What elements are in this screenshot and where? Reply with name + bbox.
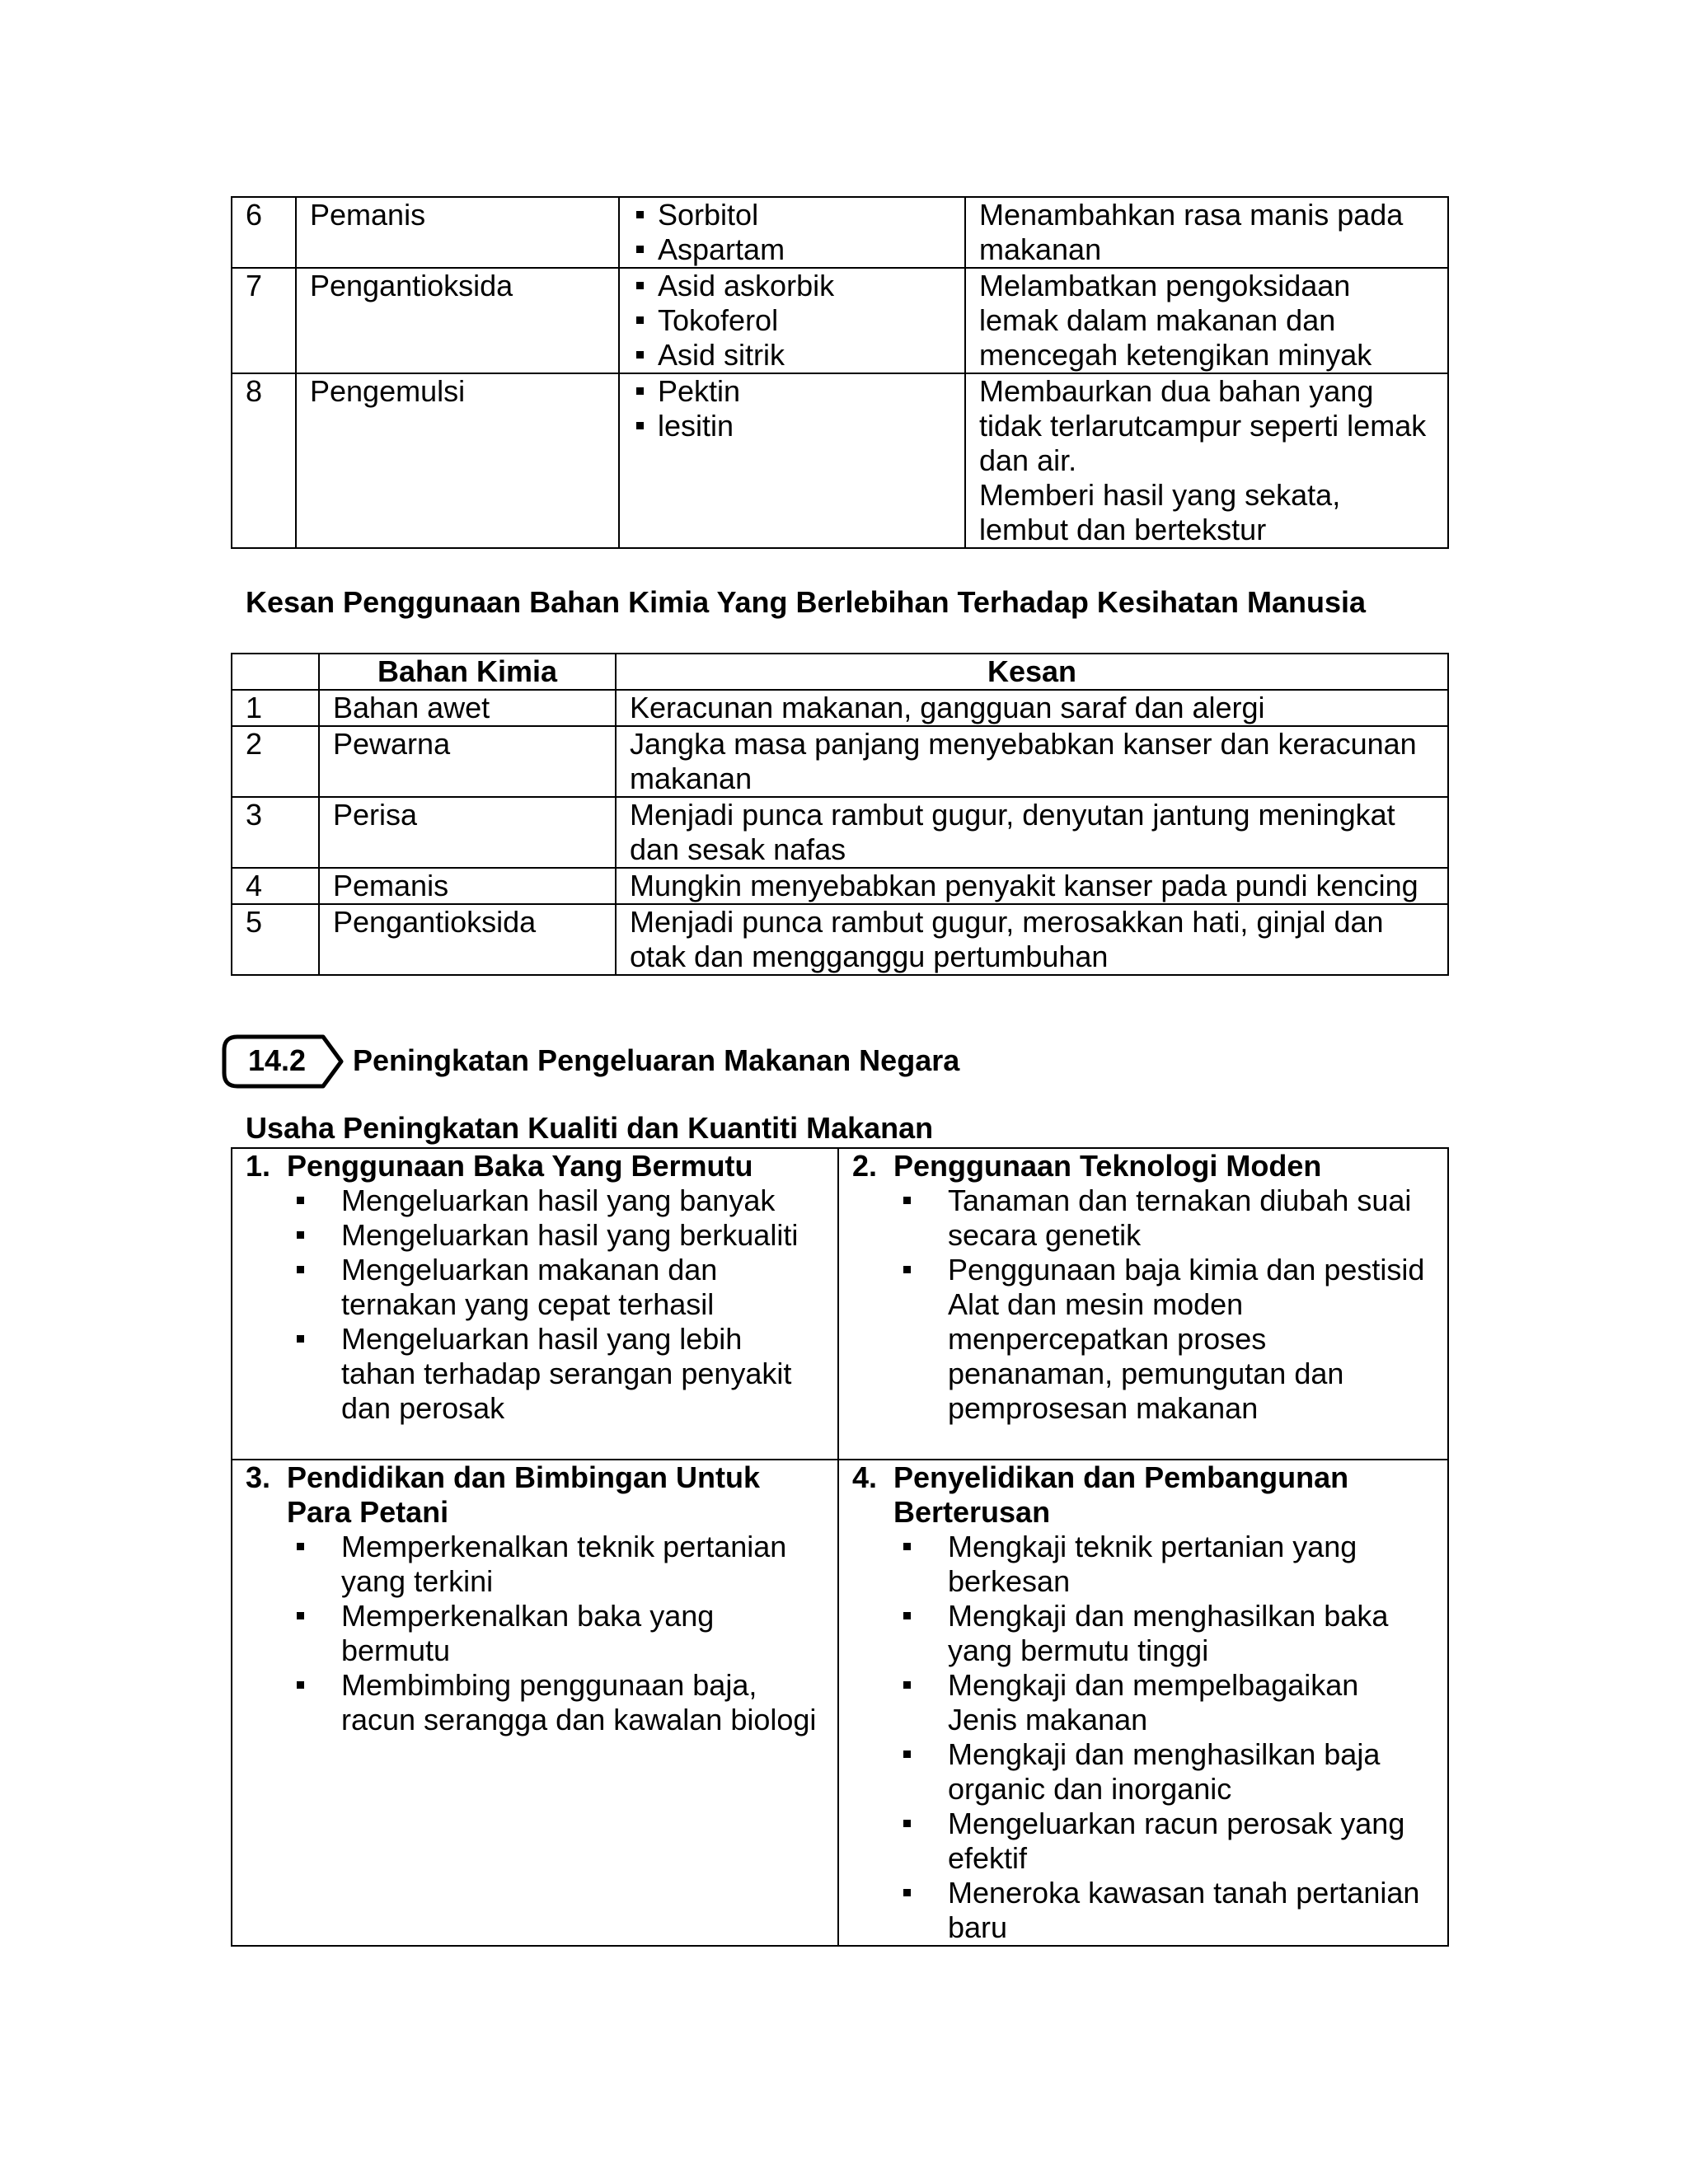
chemical-name: Pemanis [319, 868, 616, 904]
list-item: Mengeluarkan hasil yang lebih tahan terhadap serangan penyakit dan perosak [287, 1322, 824, 1426]
additive-function [965, 373, 1448, 548]
list-item: Mengeluarkan makanan dan ternakan yang cepat terhasil [287, 1253, 824, 1322]
table-row [232, 904, 1448, 975]
header-effect: Kesan [616, 654, 1448, 690]
chemical-name: Pewarna [319, 726, 616, 797]
list-item: Penggunaan baja kimia dan pestisid [893, 1253, 1434, 1287]
additive-function: Melambatkan pengoksidaan lemak dalam makanan dan mencegah ketengikan minyak [965, 268, 1448, 373]
table-row [232, 373, 1448, 548]
list-item: Asid askorbik [633, 269, 951, 303]
table-row [232, 197, 1448, 268]
additive-examples [619, 268, 965, 373]
table-row [232, 797, 1448, 868]
chemical-effect: Mungkin menyebabkan penyakit kanser pada pundi kencing [616, 868, 1448, 904]
list-item: Mengeluarkan hasil yang berkualiti [287, 1218, 824, 1253]
header-chemical: Bahan Kimia [319, 654, 616, 690]
section-number: 14.2 [247, 1043, 307, 1077]
table-header-row [232, 654, 1448, 690]
row-number: 4 [232, 868, 319, 904]
chemical-name: Perisa [319, 797, 616, 868]
effort-cell [838, 1148, 1448, 1460]
list-item: Mengkaji dan menghasilkan baja organic dan inorganic [893, 1737, 1434, 1807]
chemical-name: Pengantioksida [319, 904, 616, 975]
list-item: Pektin [633, 374, 951, 409]
additive-function: Menambahkan rasa manis pada makanan [965, 197, 1448, 268]
list-item: Tokoferol [633, 303, 951, 338]
row-number: 8 [232, 373, 296, 548]
function-text: Membaurkan dua bahan yang tidak terlarutcampur seperti lemak dan air. [979, 374, 1427, 477]
effort-cell [232, 1460, 838, 1946]
effort-title: 3. Pendidikan dan Bimbingan Untuk Para Petani [246, 1460, 761, 1529]
effort-plain-text: Alat dan mesin moden menpercepatkan proses penanaman, pemungutan dan pemprosesan makanan [948, 1287, 1344, 1425]
chemical-effect: Menjadi punca rambut gugur, merosakkan hati, ginjal dan otak dan mengganggu pertumbuhan [616, 904, 1448, 975]
list-item: Meneroka kawasan tanah pertanian baru [893, 1876, 1434, 1945]
row-number: 5 [232, 904, 319, 975]
list-item: Memperkenalkan baka yang bermutu [287, 1599, 824, 1668]
row-number: 3 [232, 797, 319, 868]
section-title: Peningkatan Pengeluaran Makanan Negara [353, 1043, 960, 1077]
row-number: 2 [232, 726, 319, 797]
list-item: lesitin [633, 409, 951, 443]
effort-title: 4. Penyelidikan dan Pembangunan Berterusan [852, 1460, 1349, 1529]
list-item: Membimbing penggunaan baja, racun serangga dan kawalan biologi [287, 1668, 824, 1737]
section-number-badge [219, 1033, 351, 1090]
list-item: Mengkaji teknik pertanian yang berkesan [893, 1530, 1434, 1599]
effort-cell [838, 1460, 1448, 1946]
function-text-extra: Memberi hasil yang sekata, lembut dan bertekstur [979, 478, 1341, 546]
effort-title: 1. Penggunaan Baka Yang Bermutu [246, 1149, 753, 1183]
additive-name: Pengemulsi [296, 373, 619, 548]
effects-heading: Kesan Penggunaan Bahan Kimia Yang Berlebihan Terhadap Kesihatan Manusia [246, 585, 1367, 619]
table-row [232, 690, 1448, 726]
row-number: 7 [232, 268, 296, 373]
list-item: Mengeluarkan racun perosak yang efektif [893, 1807, 1434, 1876]
table-row [232, 1148, 1448, 1460]
additives-table [231, 196, 1449, 549]
chemical-effect: Jangka masa panjang menyebabkan kanser dan keracunan makanan [616, 726, 1448, 797]
table-row [232, 1460, 1448, 1946]
list-item: Sorbitol [633, 198, 951, 232]
chemical-name: Bahan awet [319, 690, 616, 726]
table-row [232, 268, 1448, 373]
row-number: 1 [232, 690, 319, 726]
list-item: Memperkenalkan teknik pertanian yang terkini [287, 1530, 824, 1599]
effects-table [231, 653, 1449, 976]
effort-title: 2. Penggunaan Teknologi Moden [852, 1149, 1322, 1183]
table-row [232, 726, 1448, 797]
effort-cell [232, 1148, 838, 1460]
efforts-table [231, 1147, 1449, 1947]
list-item: Aspartam [633, 232, 951, 267]
additive-name: Pengantioksida [296, 268, 619, 373]
list-item: Asid sitrik [633, 338, 951, 373]
chemical-effect: Keracunan makanan, gangguan saraf dan alergi [616, 690, 1448, 726]
header-number [232, 654, 319, 690]
efforts-heading: Usaha Peningkatan Kualiti dan Kuantiti Makanan [246, 1111, 934, 1145]
list-item: Mengkaji dan mempelbagaikan Jenis makanan [893, 1668, 1434, 1737]
additive-name: Pemanis [296, 197, 619, 268]
chemical-effect: Menjadi punca rambut gugur, denyutan jantung meningkat dan sesak nafas [616, 797, 1448, 868]
list-item: Tanaman dan ternakan diubah suai secara genetik [893, 1183, 1434, 1253]
list-item: Mengeluarkan hasil yang banyak [287, 1183, 824, 1218]
additive-examples [619, 373, 965, 548]
row-number: 6 [232, 197, 296, 268]
list-item: Mengkaji dan menghasilkan baka yang bermutu tinggi [893, 1599, 1434, 1668]
table-row [232, 868, 1448, 904]
additive-examples [619, 197, 965, 268]
